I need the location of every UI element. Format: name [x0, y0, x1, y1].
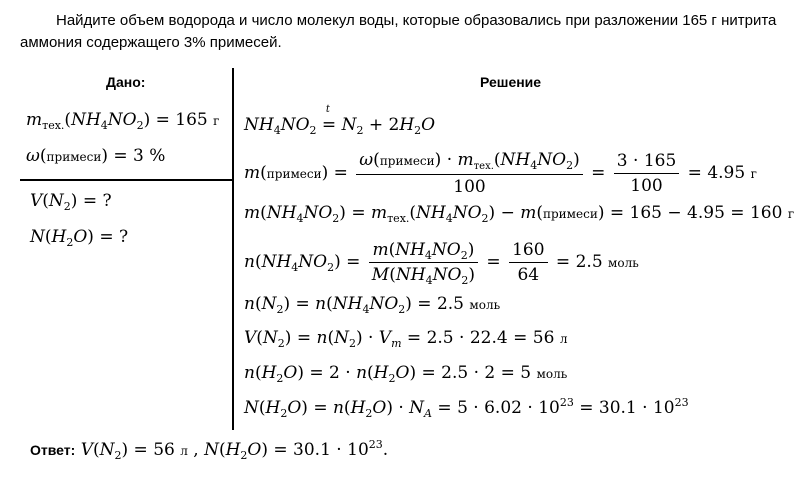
- given-header: Дано:: [106, 74, 146, 90]
- reaction-equation: $NH_4NO_2$ t = $N_2 + 2H_2O$: [244, 104, 436, 137]
- moles-water-line: $n(H_2O) = 2 \cdot n(H_2O) = 2.5 \cdot 2 = 5$ моль: [244, 363, 568, 385]
- volume-nitrogen-line: $V(N_2) = n(N_2) \cdot V_m = 2.5 \cdot 22.4 = 56$ л: [244, 328, 568, 350]
- moles-nitrite-line: $n(NH_4NO_2)$ = $\frac{m(NH_4NO_2)}{M(NH_4NO_2)}$ = $\frac{160}{64}$ = 2.5 моль: [244, 240, 639, 287]
- vertical-divider: [232, 68, 234, 430]
- impurity-mass-line: m(примеси) = $\frac{\omega(примеси) \cdot m_{тех.}(NH_4NO_2)}{100}$ = $\frac{3 \cdot 165}{100}$ = 4.95 г: [244, 150, 757, 197]
- molecules-water-line: $N(H_2O) = n(H_2O) \cdot N_A = 5 \cdot 6.02 \cdot 10^{23} = 30.1 \cdot 10^{23}$: [244, 396, 689, 420]
- find-volume: $V(N_2)$ = ?: [30, 191, 112, 213]
- moles-nitrogen-line: $n(N_2) = n(NH_4NO_2) = 2.5$ моль: [244, 294, 501, 316]
- task-text: Найдите объем водорода и число молекул воды, которые образовались при разложении 165 г нитрита аммония содержащего 3% примесей.: [20, 12, 777, 51]
- given-mass: $m_{тех.}(NH_4NO_2) = 165$ г: [26, 110, 220, 132]
- answer-line: Ответ: $V(N_2) = 56$ л , $N(H_2O) = 30.1 \cdot 10^{23}$.: [30, 438, 389, 462]
- horizontal-divider: [20, 179, 233, 181]
- given-impurity: ω(примеси) = 3 %: [26, 146, 166, 166]
- find-molecules: $N(H_2O)$ = ?: [30, 227, 129, 249]
- solution-header: Решение: [480, 74, 542, 90]
- pure-mass-line: $m(NH_4NO_2) = m_{тех.}(NH_4NO_2)$ − m(примеси) = 165 − 4.95 = 160 г: [244, 203, 795, 225]
